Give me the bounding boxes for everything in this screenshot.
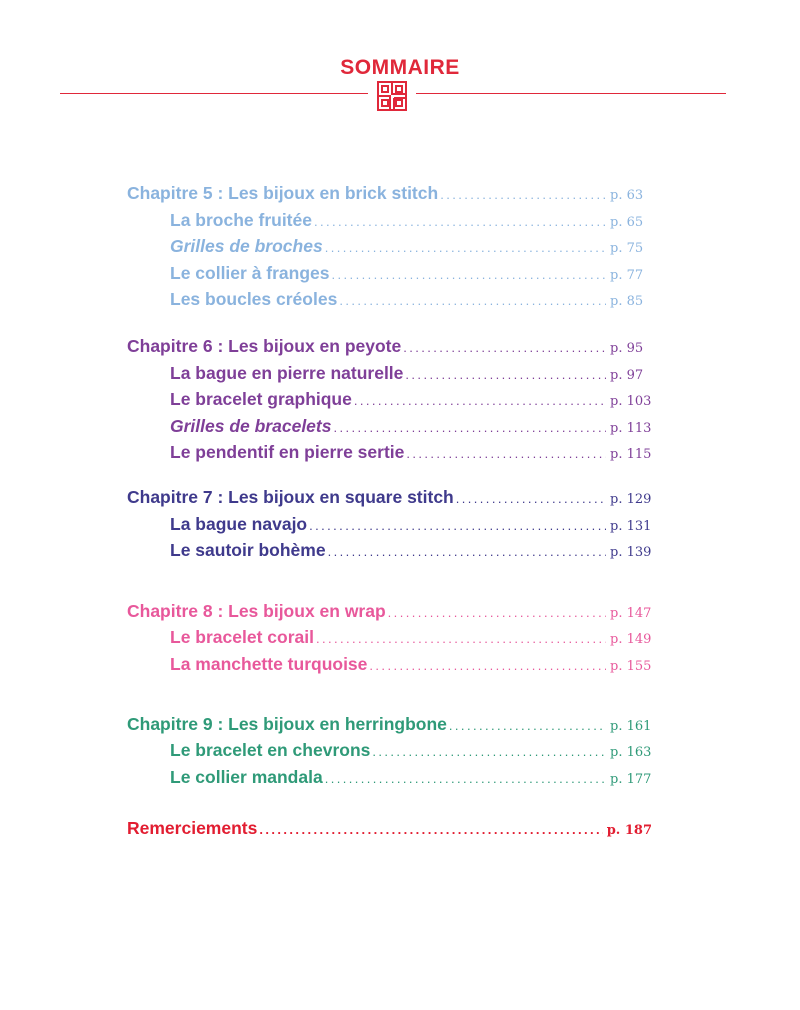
toc-chapter-entry[interactable] (127, 484, 652, 511)
dot-leader (440, 182, 606, 209)
toc-entry[interactable] (127, 260, 652, 287)
toc-page-number: p. 131 (610, 518, 652, 534)
toc-entry[interactable] (127, 624, 652, 651)
toc-entry-label: La bague en pierre naturelle (170, 362, 404, 383)
toc-entry-label: Grilles de bracelets (170, 415, 332, 436)
toc-entry[interactable] (127, 233, 652, 260)
toc-entry[interactable] (127, 386, 652, 413)
toc-page-number: p. 97 (610, 367, 644, 383)
toc-entry-label: La manchette turquoise (170, 653, 368, 674)
toc-page-number: p. 163 (610, 745, 652, 761)
page-title: SOMMAIRE (340, 56, 460, 79)
toc-entry[interactable] (127, 537, 652, 564)
dot-leader (259, 817, 602, 844)
toc-page-number: p. 95 (610, 340, 644, 356)
title-rule-left (60, 93, 368, 94)
page-header (0, 0, 800, 120)
toc-entry-label: Les boucles créoles (170, 289, 338, 310)
toc-page-number: p. 63 (610, 188, 644, 203)
toc-entry[interactable] (127, 360, 652, 387)
toc-entry-label: Le bracelet en chevrons (170, 740, 371, 761)
toc-section-chapter-7 (127, 484, 652, 564)
dot-leader (403, 335, 606, 362)
toc-entry-label: Le collier mandala (170, 766, 323, 787)
toc-page-number: p. 177 (610, 771, 652, 787)
toc-chapter-entry[interactable] (127, 333, 652, 360)
dot-leader (406, 441, 606, 468)
toc-entry[interactable] (127, 413, 652, 440)
toc-page-number: p. 85 (610, 294, 644, 310)
dot-leader (354, 388, 606, 415)
toc-entry[interactable] (127, 737, 652, 764)
toc-section-chapter-9 (127, 711, 652, 791)
toc-chapter-entry[interactable] (127, 598, 652, 625)
toc-page-number: p. 187 (606, 823, 652, 839)
dot-leader (339, 288, 606, 315)
toc-chapter-entry[interactable] (127, 711, 652, 738)
toc-entry[interactable] (127, 439, 652, 466)
toc-page-number: p. 115 (610, 447, 652, 463)
toc-page-number: p. 65 (610, 214, 644, 230)
toc-entry[interactable] (127, 207, 652, 234)
toc-entry[interactable] (127, 651, 652, 678)
dot-leader (328, 539, 606, 566)
toc-page-number: p. 77 (610, 267, 644, 283)
dot-leader (372, 739, 606, 766)
toc-entry-label: Chapitre 6 : Les bijoux en peyote (127, 335, 402, 356)
toc-chapter-entry[interactable] (127, 180, 652, 207)
toc-section-remerciements (127, 815, 652, 842)
toc-entry-label: Chapitre 5 : Les bijoux en brick stitch (127, 183, 439, 203)
dot-leader (333, 415, 606, 442)
toc-section-chapter-5 (127, 180, 652, 313)
toc-entry[interactable] (127, 286, 652, 313)
toc-entry[interactable] (127, 764, 652, 791)
toc-page-number: p. 139 (610, 545, 652, 561)
dot-leader (325, 766, 606, 793)
toc-page-number: p. 147 (610, 605, 652, 621)
toc-page-number: p. 113 (610, 420, 652, 436)
toc-entry-label: Le bracelet corail (170, 627, 314, 648)
toc-page-number: p. 149 (610, 632, 652, 648)
dot-leader (316, 626, 606, 653)
toc-section-chapter-6 (127, 333, 652, 466)
title-rule-right (416, 93, 726, 94)
toc-entry-label: Chapitre 7 : Les bijoux en square stitch (127, 486, 454, 507)
toc-entry[interactable] (127, 511, 652, 538)
toc-entry-label: La bague navajo (170, 513, 308, 534)
toc-entry-label: Le collier à franges (170, 262, 330, 283)
toc-entry-label: Le bracelet graphique (170, 389, 352, 410)
toc-entry-label: Chapitre 9 : Les bijoux en herringbone (127, 713, 447, 734)
dot-leader (369, 653, 606, 680)
toc-page-number: p. 155 (610, 658, 652, 674)
table-of-contents (127, 180, 652, 842)
toc-entry-label: Remerciements (127, 818, 258, 839)
toc-page-number: p. 103 (610, 394, 652, 410)
toc-entry-label: Le pendentif en pierre sertie (170, 442, 405, 463)
toc-entry-label: Chapitre 8 : Les bijoux en wrap (127, 600, 386, 621)
maze-ornament-icon (376, 80, 408, 112)
dot-leader (332, 262, 606, 289)
toc-chapter-entry[interactable] (127, 815, 652, 842)
dot-leader (449, 713, 606, 740)
toc-page-number: p. 75 (610, 241, 644, 257)
toc-page-number: p. 161 (610, 718, 652, 734)
dot-leader (388, 600, 606, 627)
toc-entry-label: Grilles de broches (170, 236, 323, 257)
dot-leader (456, 486, 606, 513)
dot-leader (314, 209, 606, 236)
dot-leader (309, 513, 606, 540)
toc-entry-label: La broche fruitée (170, 209, 312, 230)
toc-page-number: p. 129 (610, 491, 652, 507)
toc-section-chapter-8 (127, 598, 652, 678)
dot-leader (325, 235, 606, 262)
dot-leader (405, 362, 606, 389)
toc-entry-label: Le sautoir bohème (170, 540, 326, 561)
